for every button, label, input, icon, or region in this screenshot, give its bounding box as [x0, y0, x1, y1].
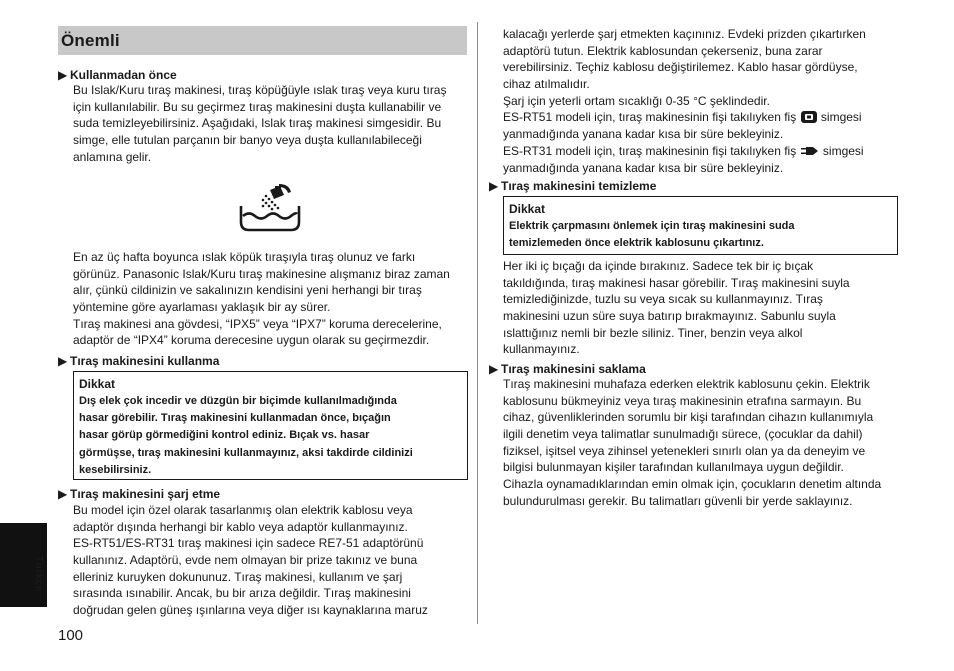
text-line: yanmadığında yanana kadar kısa bir süre bekleyiniz. — [503, 127, 784, 142]
page-number: 100 — [58, 627, 84, 644]
caution-box-using — [73, 371, 468, 480]
column-divider — [477, 22, 478, 624]
text-line: yöntemine göre ayarlaması yaklaşık bir ay sürer. — [73, 300, 331, 315]
caution-title: Dikkat — [79, 377, 116, 391]
caution-line: temizlemeden önce elektrik kablosunu çıkartınız. — [509, 237, 764, 250]
text-line: kullanmayınız. — [503, 342, 580, 357]
rt31-text-end: simgesi — [822, 143, 864, 158]
heading-before-use — [58, 68, 177, 82]
text-line: Tıraş makinesi ana gövdesi, “IPX5” veya “IPX7” koruma derecelerine, — [73, 316, 442, 331]
text-line: için kullanılabilir. Bu su geçirmez tıraş makinesini duşta kullanabilir ve — [73, 99, 442, 114]
text-line: adaptörü tutun. Elektrik kablosundan çekerseniz, buna zarar — [503, 43, 823, 58]
rt51-text-end: simgesi — [820, 110, 862, 125]
shower-bath-icon — [239, 182, 301, 232]
text-line: elleriniz kuruyken dokununuz. Tıraş makinesi, kullanım ve şarj — [73, 569, 403, 584]
text-line: Tıraş makinesini muhafaza ederken elektrik kablosunu çekin. Elektrik — [503, 377, 870, 391]
text-line: Şarj için yeterli ortam sıcaklığı 0-35 °C şeklindedir. — [503, 93, 770, 108]
language-label: Türkçe — [33, 556, 44, 592]
text-line: Cihazla oynamadıklarından emin olmak için, çocukların denetim altında — [503, 477, 882, 492]
charging-continued-paragraph — [503, 26, 866, 176]
text-line: kullanınız. Adaptörü, evde nem olmayan bir prize takınız ve buna — [73, 553, 418, 568]
text-line: En az üç hafta boyunca ıslak köpük tıraşıyla tıraş olunuz ve farkı — [73, 250, 416, 264]
triangle-bullet-icon: ▶ — [58, 354, 68, 368]
caution-box-cleaning — [503, 196, 898, 255]
rt51-text: ES-RT51 modeli için, tıraş makinesinin fişi takılıyken fiş — [503, 110, 797, 125]
triangle-bullet-icon: ▶ — [58, 487, 68, 501]
text-line: sırasında ısınabilir. Ancak, bu bir arıza değildir. Tıraş makinesini — [73, 586, 411, 601]
text-line: yanmadığında yanana kadar kısa bir süre bekleyiniz. — [503, 160, 784, 175]
rt51-line — [503, 109, 866, 126]
text-line: ES-RT51/ES-RT31 tıraş makinesi için sadece RE7-51 adaptörünü — [73, 536, 424, 551]
text-line: takıldığında, tıraş makinesi hasar görebilir. Tıraş makinesini suyla — [503, 275, 850, 290]
heading-text: Tıraş makinesini kullanma — [70, 354, 220, 368]
text-line: verebilirsiniz. Teçhiz kablosu değiştirilemez. Kablo hasar gördüyse, — [503, 60, 858, 75]
rt31-line — [503, 143, 866, 160]
cleaning-paragraph — [503, 258, 850, 358]
caution-line: Dış elek çok incedir ve düzgün bir biçimde kullanılmadığında — [79, 395, 397, 407]
text-line: Bu Islak/Kuru tıraş makinesi, tıraş köpüğüyle ıslak tıraş veya kuru tıraş — [73, 83, 447, 97]
text-line: adaptör dışında herhangi bir kablo veya adaptör kullanmayınız. — [73, 519, 408, 534]
caution-line: kesebilirsiniz. — [79, 463, 152, 476]
text-line: ilgili denetim veya talimatlar sunulmadığı sürece, (çocuklar da dahil) — [503, 427, 863, 442]
text-line: suda temizleyebilirsiniz. Aşağıdaki, Islak tıraş makinesi simgesidir. Bu — [73, 116, 442, 131]
heading-text: Kullanmadan önce — [70, 68, 177, 82]
heading-storage — [489, 362, 646, 376]
plug-arrow-icon — [801, 145, 819, 157]
text-line: anlamına gelir. — [73, 149, 152, 164]
text-line: Her iki iç bıçağı da içinde bırakınız. Sadece tek bir iç bıçak — [503, 259, 814, 273]
caution-title: Dikkat — [509, 202, 546, 216]
triangle-bullet-icon: ▶ — [489, 362, 499, 376]
heading-text: Tıraş makinesini temizleme — [501, 179, 657, 193]
text-line: cihaz atılmalıdır. — [503, 77, 590, 92]
heading-charging — [58, 487, 220, 501]
text-line: alır, çünkü cildinizin ve sakalınızın kendisini yeni herhangi bir tıraş — [73, 283, 422, 298]
text-line: kablosunu bükmeyiniz veya tıraş makinesinin etrafına sarmayın. Bu — [503, 393, 862, 408]
caution-line: hasar görüp görmediğini kontrol ediniz. Bıçak vs. hasar — [79, 429, 370, 442]
text-line: bulundurulması gerekir. Bu talimatları güvenli bir yerde saklayınız. — [503, 493, 853, 508]
caution-line: Elektrik çarpmasını önlemek için tıraş makinesini suda — [509, 220, 795, 232]
text-line: bilgisi bulunmayan kişiler tarafından kullanılmaya uygun değildir. — [503, 460, 844, 475]
heading-cleaning — [489, 179, 656, 193]
heading-text: Tıraş makinesini şarj etme — [70, 487, 221, 501]
text-line: simge, elle tutulan parçanın bir banyo veya duşta kullanılabileceği — [73, 133, 422, 148]
text-line: doğrudan gelen güneş ışınlarına veya diğer ısı kaynaklarına maruz — [73, 603, 428, 618]
text-line: kalacağı yerlerde şarj etmekten kaçınınız. Evdeki prizden çıkartırken — [503, 27, 866, 41]
heading-text: Tıraş makinesini saklama — [501, 362, 646, 376]
heading-using-shaver — [58, 354, 219, 368]
text-line: Bu model için özel olarak tasarlanmış olan elektrik kablosu veya — [73, 503, 413, 517]
text-line: fiziksel, işitsel veya zihinsel yetenekleri sınırlı olan ya da deneyim ve — [503, 443, 866, 458]
plug-symbol-icon — [801, 111, 817, 123]
charging-paragraph — [73, 502, 428, 619]
text-line: makinesini uzun süre suya batırıp bırakmayınız. Sabunlu suyla — [503, 309, 836, 324]
text-line: ıslattığınız nemli bir bezle siliniz. Tiner, benzin veya alkol — [503, 325, 803, 340]
text-line: temizlediğinizde, tuzlu su veya sıcak su kullanmayınız. Tıraş — [503, 292, 823, 307]
page-title: Önemli — [58, 26, 467, 55]
caution-line: görmüşse, tıraş makinesini kullanmayınız, aksi takdirde cildinizi — [79, 446, 413, 459]
wet-shave-paragraph — [73, 249, 450, 349]
rt31-text: ES-RT31 modeli için, tıraş makinesinin fişi takılıyken fiş — [503, 143, 797, 158]
text-line: adaptör de “IPX4” koruma derecesine uygun olarak su geçirmezdir. — [73, 333, 430, 348]
triangle-bullet-icon: ▶ — [58, 68, 68, 82]
triangle-bullet-icon: ▶ — [489, 179, 499, 193]
text-line: cihaz, güvenliklerinden sorumlu bir kişi tarafından cihazın kullanımıyla — [503, 410, 874, 425]
text-line: görünüz. Panasonic Islak/Kuru tıraş makinesine alışmanız biraz zaman — [73, 266, 450, 281]
before-use-paragraph — [73, 82, 446, 165]
caution-line: hasar görebilir. Tıraş makinesini kullanmadan önce, bıçağın — [79, 412, 391, 425]
storage-paragraph — [503, 376, 881, 510]
